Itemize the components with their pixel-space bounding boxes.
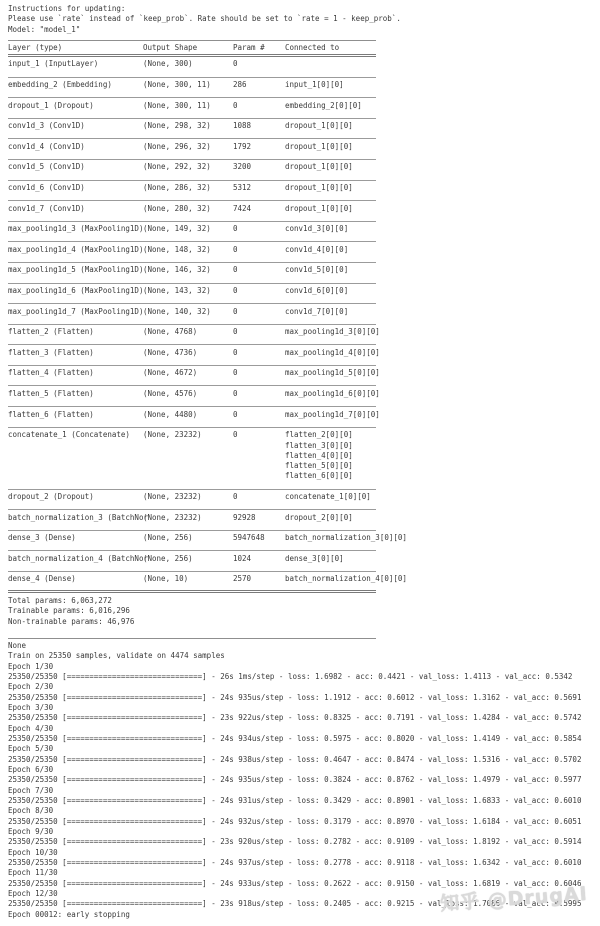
table-row	[8, 201, 376, 222]
cell-connected-to	[285, 554, 344, 564]
cell-output-shape: (None, 23232)	[143, 430, 202, 440]
cell-output-shape: (None, 4736)	[143, 347, 198, 357]
cell-output-shape: (None, 280, 32)	[143, 203, 211, 213]
epoch-label-line: Epoch 3/30	[8, 703, 54, 713]
cell-connected-to	[285, 327, 380, 337]
table-row	[8, 572, 407, 593]
cell-param-count: 1792	[233, 141, 252, 151]
cell-layer: dense_3 (Dense)	[8, 533, 76, 543]
connected-to-entry: max_pooling1d_4[0][0]	[285, 347, 380, 357]
table-row	[8, 263, 376, 284]
train-samples-line: Train on 25350 samples, validate on 4474 samples	[8, 651, 225, 661]
column-header-layer: Layer (type)	[8, 43, 63, 53]
cell-connected-to	[285, 410, 380, 420]
connected-to-entry: dropout_1[0][0]	[285, 183, 353, 193]
cell-layer: concatenate_1 (Concatenate)	[8, 430, 130, 440]
table-row	[8, 304, 376, 325]
table-row	[8, 242, 376, 263]
epoch-progress-line: 25350/25350 [==============================] - 23s 920us/step - loss: 0.2782 - acc: 0.9109 - val_loss: 1.8192 - val_acc: 0.5914	[8, 837, 582, 847]
column-header-params: Param #	[233, 43, 265, 53]
cell-param-count: 92928	[233, 512, 256, 522]
cell-layer: flatten_4 (Flatten)	[8, 368, 94, 378]
connected-to-entry: dropout_1[0][0]	[285, 121, 353, 131]
table-row	[8, 181, 376, 202]
cell-layer: conv1d_6 (Conv1D)	[8, 183, 85, 193]
cell-param-count: 0	[233, 286, 238, 296]
connected-to-entry: conv1d_3[0][0]	[285, 224, 349, 234]
table-row	[8, 531, 407, 552]
table-row	[8, 98, 376, 119]
connected-to-entry: flatten_4[0][0]	[285, 450, 353, 460]
connected-to-entry: flatten_6[0][0]	[285, 471, 353, 481]
non-trainable-params-line: Non-trainable params: 46,976	[8, 616, 135, 626]
cell-layer: flatten_6 (Flatten)	[8, 409, 94, 419]
model-summary-table	[8, 40, 407, 593]
cell-connected-to	[285, 162, 353, 172]
cell-connected-to	[285, 513, 353, 523]
cell-param-count: 7424	[233, 203, 252, 213]
cell-output-shape: (None, 4480)	[143, 409, 198, 419]
epoch-progress-line: 25350/25350 [==============================] - 24s 931us/step - loss: 0.3429 - acc: 0.8901 - val_loss: 1.6833 - val_acc: 0.6010	[8, 795, 582, 805]
trainable-params-line: Trainable params: 6,016,296	[8, 606, 130, 616]
table-row	[8, 407, 380, 428]
cell-output-shape: (None, 23232)	[143, 512, 202, 522]
connected-to-entry: dense_3[0][0]	[285, 553, 344, 563]
watermark: 知乎 @DrugAI	[439, 882, 589, 916]
epoch-progress-line: 25350/25350 [==============================] - 24s 937us/step - loss: 0.2778 - acc: 0.9118 - val_loss: 1.6342 - val_acc: 0.6010	[8, 857, 582, 867]
cell-param-count: 0	[233, 100, 238, 110]
cell-param-count: 5312	[233, 183, 252, 193]
cell-output-shape: (None, 146, 32)	[143, 265, 211, 275]
none-output-line: None	[8, 641, 27, 651]
table-row	[8, 366, 380, 387]
instructions-heading: Instructions for updating:	[8, 4, 126, 13]
connected-to-entry: max_pooling1d_3[0][0]	[285, 327, 380, 337]
cell-param-count: 286	[233, 80, 247, 90]
total-params-line: Total params: 6,063,272	[8, 596, 112, 606]
epoch-progress-line: 25350/25350 [==============================] - 24s 932us/step - loss: 0.3179 - acc: 0.8970 - val_loss: 1.6184 - val_acc: 0.6051	[8, 816, 582, 826]
cell-param-count: 5947648	[233, 533, 265, 543]
cell-param-count: 0	[233, 224, 238, 234]
epoch-label-line: Epoch 9/30	[8, 826, 54, 836]
cell-connected-to	[285, 204, 353, 214]
connected-to-entry: conv1d_5[0][0]	[285, 265, 349, 275]
table-body	[8, 57, 407, 593]
params-summary	[8, 596, 600, 627]
connected-to-entry: dropout_1[0][0]	[285, 141, 353, 151]
epoch-label-line: Epoch 4/30	[8, 723, 54, 733]
cell-output-shape: (None, 10)	[143, 574, 189, 584]
cell-output-shape: (None, 148, 32)	[143, 244, 211, 254]
table-row	[8, 325, 380, 346]
cell-param-count: 2570	[233, 574, 252, 584]
epoch-progress-line: 25350/25350 [==============================] - 23s 922us/step - loss: 0.8325 - acc: 0.7191 - val_loss: 1.4284 - val_acc: 0.5742	[8, 713, 582, 723]
cell-param-count: 0	[233, 492, 238, 502]
cell-output-shape: (None, 292, 32)	[143, 162, 211, 172]
table-row	[8, 345, 380, 366]
connected-to-entry: embedding_2[0][0]	[285, 100, 362, 110]
cell-layer: max_pooling1d_4 (MaxPooling1D)	[8, 244, 144, 254]
connected-to-entry: conv1d_4[0][0]	[285, 244, 349, 254]
cell-param-count: 0	[233, 265, 238, 275]
cell-output-shape: (None, 256)	[143, 553, 193, 563]
cell-connected-to	[285, 533, 407, 543]
epoch-label-line: Epoch 12/30	[8, 888, 58, 898]
epoch-progress-line: 25350/25350 [==============================] - 24s 935us/step - loss: 0.3824 - acc: 0.8762 - val_loss: 1.4979 - val_acc: 0.5977	[8, 775, 582, 785]
cell-connected-to	[285, 183, 353, 193]
cell-layer: embedding_2 (Embedding)	[8, 80, 112, 90]
cell-param-count: 0	[233, 388, 238, 398]
table-row	[8, 139, 376, 160]
table-row	[8, 57, 376, 78]
epoch-label-line: Epoch 8/30	[8, 806, 54, 816]
epoch-progress-line: 25350/25350 [==============================] - 24s 933us/step - loss: 0.2622 - acc: 0.9150 - val_loss: 1.6819 - val_acc: 0.6046	[8, 878, 582, 888]
cell-layer: batch_normalization_3 (BatchNor	[8, 512, 148, 522]
cell-output-shape: (None, 4576)	[143, 388, 198, 398]
cell-layer: input_1 (InputLayer)	[8, 59, 99, 69]
connected-to-entry: concatenate_1[0][0]	[285, 492, 371, 502]
cell-connected-to	[285, 245, 348, 255]
cell-output-shape: (None, 256)	[143, 533, 193, 543]
cell-connected-to	[285, 121, 353, 131]
cell-connected-to	[285, 574, 407, 584]
training-log	[8, 662, 600, 910]
connected-to-entry: flatten_2[0][0]	[285, 430, 353, 440]
connected-to-entry: max_pooling1d_7[0][0]	[285, 409, 380, 419]
table-row	[8, 284, 376, 305]
cell-output-shape: (None, 300, 11)	[143, 100, 211, 110]
cell-layer: flatten_5 (Flatten)	[8, 388, 94, 398]
cell-connected-to	[285, 307, 348, 317]
cell-connected-to	[285, 430, 353, 482]
cell-connected-to	[285, 389, 380, 399]
cell-layer: batch_normalization_4 (BatchNor	[8, 553, 148, 563]
cell-output-shape: (None, 298, 32)	[143, 121, 211, 131]
epoch-progress-line: 25350/25350 [==============================] - 23s 918us/step - loss: 0.2405 - acc: 0.9215 - val_loss: 1.7086 - val_acc: 0.5995	[8, 899, 582, 909]
instructions-detail: Please use `rate` instead of `keep_prob`. Rate should be set to `rate = 1 - keep_prob`.	[8, 14, 401, 24]
connected-to-entry: conv1d_6[0][0]	[285, 286, 349, 296]
connected-to-entry: max_pooling1d_6[0][0]	[285, 388, 380, 398]
cell-output-shape: (None, 149, 32)	[143, 224, 211, 234]
connected-to-entry: flatten_3[0][0]	[285, 440, 353, 450]
epoch-progress-line: 25350/25350 [==============================] - 24s 938us/step - loss: 0.4647 - acc: 0.8474 - val_loss: 1.5316 - val_acc: 0.5702	[8, 754, 582, 764]
connected-to-entry: flatten_5[0][0]	[285, 461, 353, 471]
cell-layer: conv1d_5 (Conv1D)	[8, 162, 85, 172]
cell-connected-to	[285, 286, 348, 296]
connected-to-entry: batch_normalization_4[0][0]	[285, 574, 407, 584]
table-row	[8, 510, 376, 531]
cell-output-shape: (None, 296, 32)	[143, 141, 211, 151]
epoch-progress-line: 25350/25350 [==============================] - 26s 1ms/step - loss: 1.6982 - acc: 0.4421 - val_loss: 1.4113 - val_acc: 0.5342	[8, 672, 573, 682]
cell-layer: dropout_1 (Dropout)	[8, 100, 94, 110]
cell-output-shape: (None, 300, 11)	[143, 80, 211, 90]
cell-param-count: 0	[233, 59, 238, 69]
cell-layer: max_pooling1d_5 (MaxPooling1D)	[8, 265, 144, 275]
cell-output-shape: (None, 140, 32)	[143, 306, 211, 316]
epoch-label-line: Epoch 5/30	[8, 744, 54, 754]
table-row	[8, 551, 376, 572]
cell-param-count: 1024	[233, 553, 252, 563]
cell-connected-to	[285, 368, 380, 378]
epoch-progress-line: 25350/25350 [==============================] - 24s 935us/step - loss: 1.1912 - acc: 0.6012 - val_loss: 1.3162 - val_acc: 0.5691	[8, 692, 582, 702]
epoch-label-line: Epoch 2/30	[8, 682, 54, 692]
column-header-shape: Output Shape	[143, 43, 198, 53]
connected-to-entry: dropout_1[0][0]	[285, 203, 353, 213]
column-header-connected: Connected to	[285, 43, 340, 53]
connected-to-entry: batch_normalization_3[0][0]	[285, 533, 407, 543]
cell-param-count: 0	[233, 347, 238, 357]
cell-layer: flatten_3 (Flatten)	[8, 347, 94, 357]
cell-output-shape: (None, 4672)	[143, 368, 198, 378]
cell-param-count: 0	[233, 327, 238, 337]
early-stopping-line: Epoch 00012: early stopping	[8, 909, 130, 919]
connected-to-entry: input_1[0][0]	[285, 80, 344, 90]
epoch-label-line: Epoch 6/30	[8, 765, 54, 774]
epoch-label-line: Epoch 7/30	[8, 785, 54, 795]
connected-to-entry: conv1d_7[0][0]	[285, 306, 349, 316]
cell-connected-to	[285, 80, 344, 90]
epoch-label-line: Epoch 10/30	[8, 847, 58, 857]
cell-connected-to	[285, 142, 353, 152]
table-row	[8, 78, 376, 99]
table-row	[8, 222, 376, 243]
cell-layer: dropout_2 (Dropout)	[8, 492, 94, 502]
table-row	[8, 428, 376, 490]
cell-output-shape: (None, 300)	[143, 59, 193, 69]
cell-layer: max_pooling1d_7 (MaxPooling1D)	[8, 306, 144, 316]
divider-line	[8, 638, 376, 639]
cell-output-shape: (None, 143, 32)	[143, 286, 211, 296]
cell-param-count: 1088	[233, 121, 252, 131]
cell-layer: conv1d_4 (Conv1D)	[8, 141, 85, 151]
epoch-label-line: Epoch 11/30	[8, 868, 58, 878]
cell-param-count: 0	[233, 306, 238, 316]
cell-param-count: 3200	[233, 162, 252, 172]
cell-connected-to	[285, 101, 362, 111]
connected-to-entry: max_pooling1d_5[0][0]	[285, 368, 380, 378]
connected-to-entry: dropout_1[0][0]	[285, 162, 353, 172]
cell-param-count: 0	[233, 409, 238, 419]
connected-to-entry: dropout_2[0][0]	[285, 512, 353, 522]
model-name-line: Model: "model_1"	[8, 24, 81, 34]
cell-connected-to	[285, 224, 348, 234]
cell-layer: max_pooling1d_3 (MaxPooling1D)	[8, 224, 144, 234]
cell-output-shape: (None, 4768)	[143, 327, 198, 337]
table-header-row	[8, 40, 376, 57]
table-row	[8, 386, 380, 407]
cell-output-shape: (None, 23232)	[143, 492, 202, 502]
cell-layer: conv1d_7 (Conv1D)	[8, 203, 85, 213]
cell-connected-to	[285, 265, 348, 275]
cell-connected-to	[285, 348, 380, 358]
cell-layer: dense_4 (Dense)	[8, 574, 76, 584]
table-row	[8, 160, 376, 181]
cell-param-count: 0	[233, 244, 238, 254]
table-row	[8, 490, 376, 511]
cell-param-count: 0	[233, 368, 238, 378]
cell-layer: conv1d_3 (Conv1D)	[8, 121, 85, 131]
cell-connected-to	[285, 492, 371, 502]
epoch-progress-line: 25350/25350 [==============================] - 24s 934us/step - loss: 0.5975 - acc: 0.8020 - val_loss: 1.4149 - val_acc: 0.5854	[8, 734, 582, 744]
table-row	[8, 119, 376, 140]
cell-layer: max_pooling1d_6 (MaxPooling1D)	[8, 286, 144, 296]
cell-output-shape: (None, 286, 32)	[143, 183, 211, 193]
cell-param-count: 0	[233, 430, 238, 440]
cell-layer: flatten_2 (Flatten)	[8, 327, 94, 337]
epoch-label-line: Epoch 1/30	[8, 661, 54, 671]
